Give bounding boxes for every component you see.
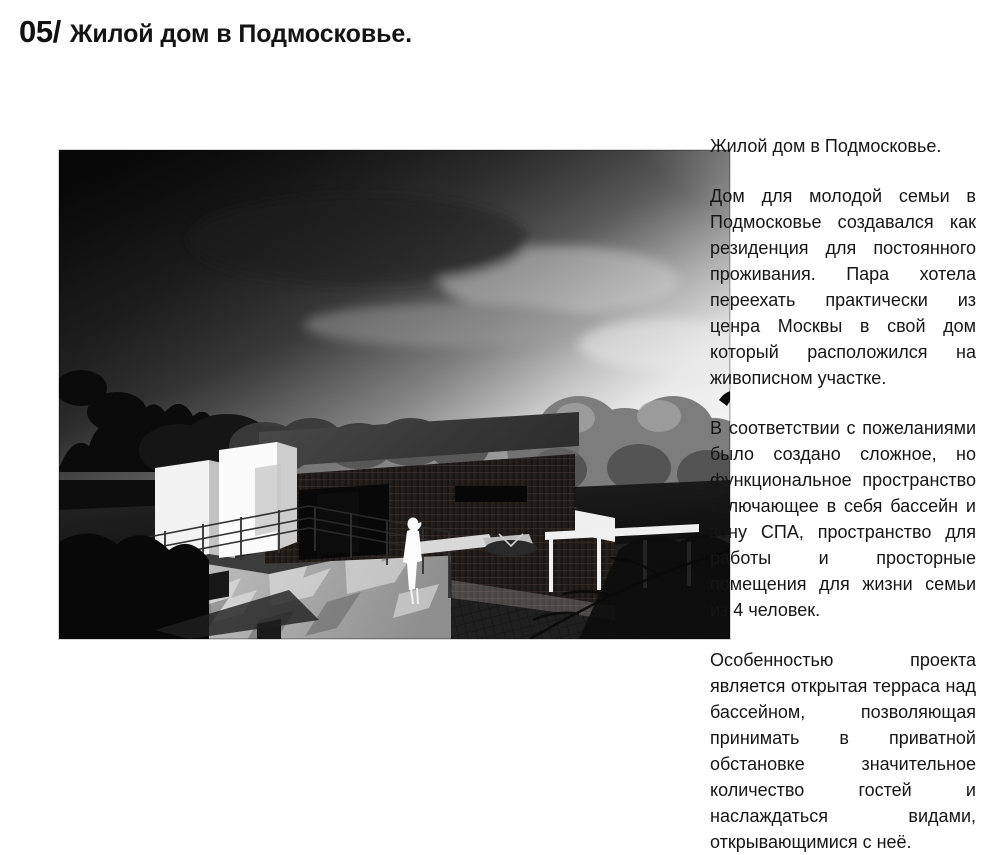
page-title: Жилой дом в Подмосковье. [69, 20, 413, 48]
architectural-render-figure [59, 150, 730, 639]
description-paragraph-2: В соответствии с пожеланиями было создано сложное, но функциональное пространство включающее в себя бассейн и зону СПА, пространство для работы и просторные помещения для жизни семьи из 4 человек. [710, 418, 976, 620]
description-paragraph-3: Особенностью проекта является открытая терраса над бассейном, позволяющая принимать в приватной обстановке значительное количество гостей и наслаждаться видами, открывающимися с неё. [710, 650, 976, 852]
slide-number: 05/ [19, 14, 61, 49]
architectural-render-image [59, 150, 730, 639]
description-lead: Жилой дом в Подмосковье. [710, 136, 942, 156]
description-column [710, 133, 976, 855]
description-paragraph-1: Дом для молодой семьи в Подмосковье создавался как резиденция для постоянного проживания. Пара хотела переехать практически из ценра Москвы в свой дом который расположился на живописном участке. [710, 186, 976, 388]
page-header [19, 16, 412, 47]
